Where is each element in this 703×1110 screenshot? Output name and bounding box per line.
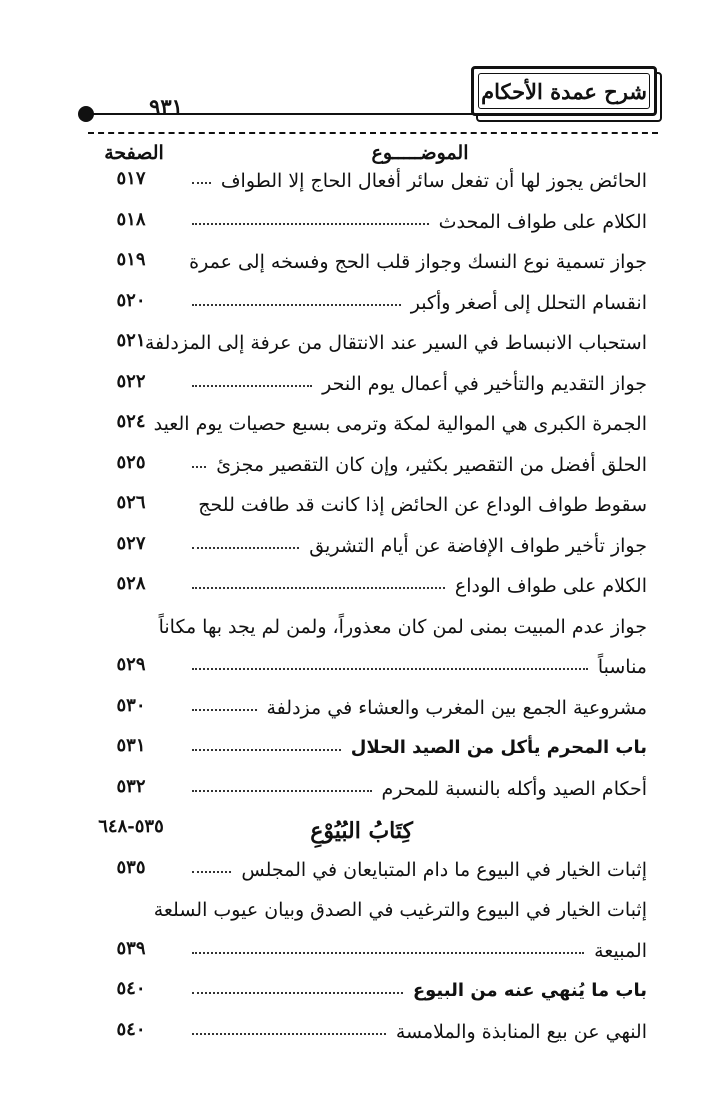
- toc-row: [0, 371, 703, 405]
- toc-page-number: ٥٢٨: [116, 573, 146, 594]
- toc-row: [0, 614, 703, 648]
- dot-leader: [192, 668, 588, 670]
- toc-topic: النهي عن بيع المنابذة والملامسة: [395, 1020, 647, 1043]
- toc-page-number: ٥٢٦: [116, 492, 146, 513]
- toc-page-number: ٥٤٠: [116, 978, 146, 999]
- page-header: [0, 0, 703, 140]
- dot-leader: [192, 547, 299, 549]
- toc-topic: جواز التقديم والتأخير في أعمال يوم النحر: [322, 372, 647, 395]
- toc-row: [0, 654, 703, 688]
- toc-topic: مشروعية الجمع بين المغرب والعشاء في مزدلفة: [266, 696, 647, 719]
- column-header-topic: الموضـــــوع: [371, 142, 469, 164]
- toc-topic: الجمرة الكبرى هي الموالية لمكة وترمى بسبع حصيات يوم العيد: [153, 413, 647, 435]
- dot-leader: [192, 304, 401, 306]
- toc-page-number: ٥٢٠: [116, 289, 146, 311]
- toc-page-number: ٥٣٩: [116, 937, 146, 959]
- toc-row: [0, 209, 703, 243]
- toc-row: [0, 776, 703, 810]
- toc-topic: انقسام التحلل إلى أصغر وأكبر: [410, 291, 647, 314]
- toc-topic: باب ما يُنهي عنه من البيوع: [412, 980, 647, 1001]
- toc-row: [0, 330, 703, 364]
- toc-topic: إثبات الخيار في البيوع ما دام المتبايعان في المجلس: [241, 858, 647, 881]
- toc-page-number: ٥٤٠: [116, 1018, 146, 1040]
- dot-leader: [192, 709, 257, 711]
- dot-leader: [192, 1033, 386, 1035]
- toc-page-number: ٥١٩: [116, 249, 146, 270]
- toc-row: [0, 897, 703, 931]
- toc-row: [0, 695, 703, 729]
- dot-leader: [192, 223, 429, 225]
- toc-page-number: ٥٢٢: [116, 370, 146, 392]
- header-dot: [78, 106, 94, 122]
- toc-page-number: ٥٢٤: [116, 411, 146, 432]
- toc-page-number: ٥٣٥-٦٤٨: [98, 816, 164, 837]
- toc-topic: مناسباً: [597, 656, 647, 678]
- toc-page-number: ٥٣١: [116, 735, 146, 756]
- toc-page-number: ٥١٧: [116, 168, 146, 189]
- toc-row: [0, 168, 703, 202]
- dot-leader: [192, 992, 403, 994]
- header-dashed-rule: [88, 132, 658, 134]
- toc-row: [0, 452, 703, 486]
- toc-topic: الكلام على طواف المحدث: [438, 210, 647, 233]
- dot-leader: [192, 749, 341, 751]
- toc-topic: الكلام على طواف الوداع: [454, 575, 647, 597]
- toc-page-number: ٥٣٠: [116, 694, 146, 716]
- toc-row: [0, 290, 703, 324]
- title-box: [471, 66, 657, 116]
- toc-page-number: ٥٢٥: [116, 451, 146, 473]
- dot-leader: [192, 182, 211, 184]
- toc-page-number: ٥٢٧: [116, 532, 146, 554]
- toc-row: [0, 492, 703, 526]
- dot-leader: [192, 871, 231, 873]
- toc-page-number: ٥٢١: [116, 330, 146, 351]
- toc-row: [0, 573, 703, 607]
- dot-leader: [192, 587, 445, 589]
- toc-topic: سقوط طواف الوداع عن الحائض إذا كانت قد طافت للحج: [198, 494, 647, 516]
- page-number: ٩٣١: [149, 94, 183, 119]
- toc-topic: جواز تأخير طواف الإفاضة عن أيام التشريق: [309, 534, 647, 557]
- toc-row: [0, 816, 703, 850]
- toc-topic: باب المحرم يأكل من الصيد الحلال: [350, 737, 647, 758]
- toc-topic: كِتَابُ البُيُوْعِ: [310, 818, 413, 844]
- toc-topic: إثبات الخيار في البيوع والترغيب في الصدق وبيان عيوب السلعة: [153, 899, 647, 921]
- toc-topic: الحائض يجوز لها أن تفعل سائر أفعال الحاج إلا الطواف: [220, 170, 647, 192]
- toc-row: [0, 978, 703, 1012]
- column-header-page: الصفحة: [104, 142, 164, 164]
- toc-topic: استحباب الانبساط في السير عند الانتقال من عرفة إلى المزدلفة: [144, 332, 647, 354]
- dot-leader: [192, 466, 206, 468]
- dot-leader: [192, 952, 584, 954]
- toc-row: [0, 735, 703, 769]
- toc-page-number: ٥٣٢: [116, 775, 146, 797]
- toc-row: [0, 249, 703, 283]
- toc-topic: المبيعة: [594, 939, 647, 962]
- dot-leader: [192, 385, 312, 387]
- toc-row: [0, 411, 703, 445]
- toc-page-number: ٥٣٥: [116, 856, 146, 878]
- book-title: شرح عمدة الأحكام: [478, 73, 650, 109]
- toc-row: [0, 857, 703, 891]
- toc-page-number: ٥١٨: [116, 208, 146, 230]
- toc-topic: جواز تسمية نوع النسك وجواز قلب الحج وفسخه إلى عمرة: [189, 251, 647, 273]
- toc-topic: جواز عدم المبيت بمنى لمن كان معذوراً، ولمن لم يجد بها مكاناً: [158, 615, 647, 638]
- toc-topic: أحكام الصيد وأكله بالنسبة للمحرم: [381, 777, 647, 800]
- dot-leader: [192, 790, 372, 792]
- toc-topic: الحلق أفضل من التقصير بكثير، وإن كان التقصير مجزئ: [216, 453, 647, 476]
- toc-row: [0, 533, 703, 567]
- toc-page-number: ٥٢٩: [116, 654, 146, 675]
- toc-row: [0, 938, 703, 972]
- toc-row: [0, 1019, 703, 1053]
